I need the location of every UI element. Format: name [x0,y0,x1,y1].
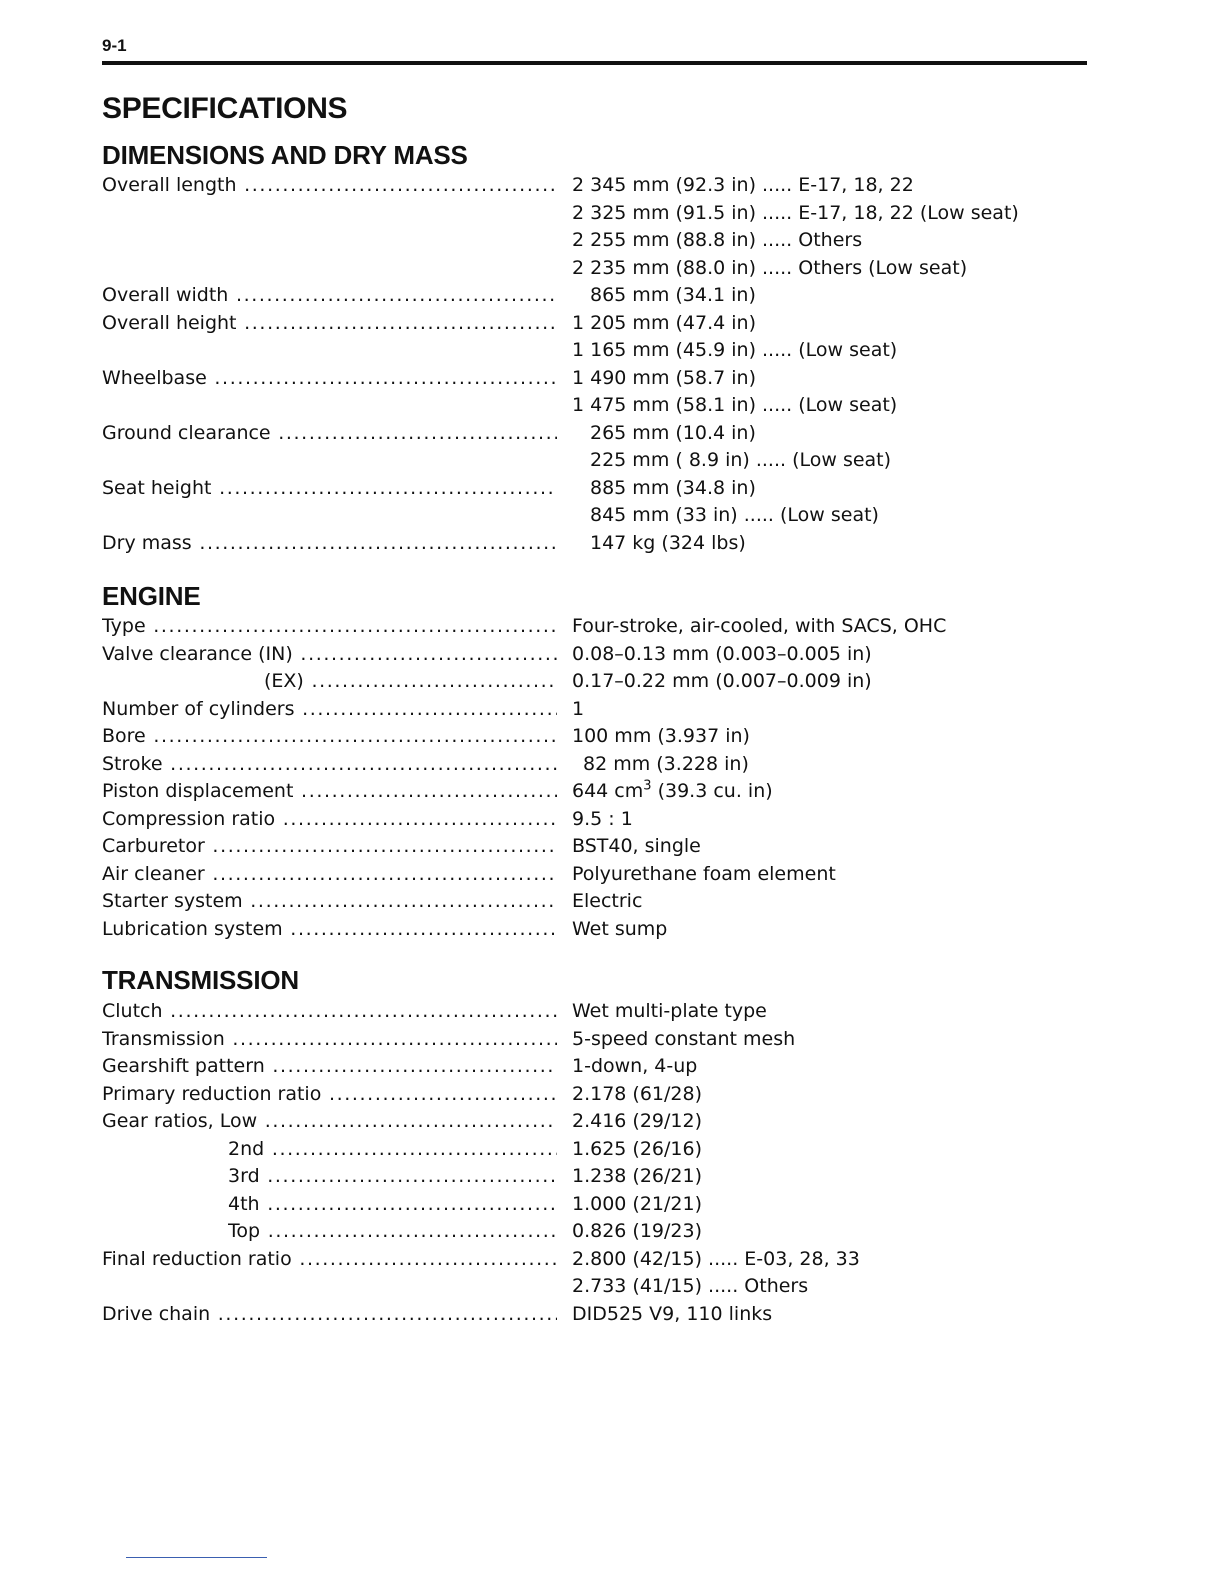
spec-row [0,1191,1224,1219]
spec-value: 2.800 (42/15) ..... E-03, 28, 33 [572,1247,860,1270]
spec-value: DID525 V9, 110 links [572,1302,773,1325]
spec-row [0,255,1224,283]
spec-row [0,447,1224,475]
spec-row [0,1218,1224,1246]
spec-value: 82 mm (3.228 in) [583,752,749,775]
spec-label: Primary reduction ratio ..... [102,1081,557,1109]
header-rule [102,61,1087,65]
spec-value: 265 mm (10.4 in) [590,421,756,444]
spec-row [0,696,1224,724]
spec-value: 0.17–0.22 mm (0.007–0.009 in) [572,670,872,692]
spec-value: 147 kg (324 lbs) [590,531,746,554]
spec-value: 1.238 (26/21) [572,1165,703,1187]
spec-row [0,1273,1224,1301]
spec-row [0,530,1224,558]
spec-label: Air cleaner ..... [102,861,557,889]
section-heading-dimensions: DIMENSIONS AND DRY MASS [102,140,468,170]
spec-label: Starter system ..... [102,888,557,916]
spec-value: 5-speed constant mesh [572,1027,796,1050]
spec-label: Valve clearance (IN) ..... [102,641,557,669]
spec-value: Wet sump [572,917,668,940]
spec-value: 845 mm (33 in) ..... (Low seat) [590,504,879,526]
spec-row [0,668,1224,696]
spec-row [0,1081,1224,1109]
spec-row [0,806,1224,834]
spec-label: (EX) ..... [264,668,557,696]
spec-value: 1 165 mm (45.9 in) ..... (Low seat) [572,339,898,361]
spec-row [0,613,1224,641]
spec-row [0,200,1224,228]
spec-label: Compression ratio ..... [102,806,557,834]
spec-label: Ground clearance ..... [102,420,557,448]
spec-label: 2nd ..... [228,1136,557,1164]
spec-row [0,502,1224,530]
spec-label: Clutch ..... [102,998,557,1026]
spec-row [0,1163,1224,1191]
spec-row [0,723,1224,751]
spec-label: Number of cylinders ..... [102,696,557,724]
spec-value: Wet multi-plate type [572,1000,767,1022]
spec-value: Polyurethane foam element [572,862,836,885]
spec-row [0,1246,1224,1274]
spec-value: 1 490 mm (58.7 in) [572,366,756,389]
engine-spec-list [0,613,1224,943]
spec-value-tail: (39.3 cu. in) [651,780,773,802]
spec-label: Lubrication system ..... [102,916,557,944]
spec-value: 2 345 mm (92.3 in) ..... E-17, 18, 22 [572,174,914,196]
spec-row [0,1108,1224,1136]
spec-label: Type ..... [102,613,557,641]
spec-label: Gear ratios, Low ..... [102,1108,557,1136]
spec-row [0,1301,1224,1329]
spec-row [0,282,1224,310]
spec-row [0,778,1224,806]
spec-row [0,888,1224,916]
spec-value: 0.08–0.13 mm (0.003–0.005 in) [572,642,872,665]
spec-label: Carburetor ..... [102,833,557,861]
spec-value-main: 644 cm [572,780,644,802]
spec-label: Drive chain ..... [102,1301,557,1329]
spec-value: 1.000 (21/21) [572,1192,703,1215]
spec-value: 1-down, 4-up [572,1055,698,1077]
spec-value: 225 mm ( 8.9 in) ..... (Low seat) [590,449,892,471]
spec-label: Gearshift pattern ..... [102,1053,557,1081]
spec-row [0,365,1224,393]
spec-row [0,1026,1224,1054]
spec-value: 1 [572,697,585,720]
spec-value: 1 475 mm (58.1 in) ..... (Low seat) [572,394,898,416]
page-title: SPECIFICATIONS [102,92,348,125]
spec-label: Final reduction ratio ..... [102,1246,557,1274]
spec-value: 2 235 mm (88.0 in) ..... Others (Low seat) [572,256,968,279]
spec-label: Stroke ..... [102,751,557,779]
spec-value: 1 205 mm (47.4 in) [572,311,756,334]
spec-label: Transmission ..... [102,1026,557,1054]
spec-value: 885 mm (34.8 in) [590,476,756,499]
page-number: 9-1 [102,36,127,55]
spec-row [0,475,1224,503]
spec-row [0,1053,1224,1081]
spec-label: Dry mass ..... [102,530,557,558]
spec-row [0,420,1224,448]
spec-label: Seat height ..... [102,475,557,503]
spec-label: 4th ..... [228,1191,557,1219]
spec-value: Electric [572,890,643,912]
spec-value: 2 325 mm (91.5 in) ..... E-17, 18, 22 (Low seat) [572,201,1019,224]
spec-value: BST40, single [572,835,701,857]
spec-row [0,916,1224,944]
spec-value: 2.733 (41/15) ..... Others [572,1275,809,1297]
spec-row [0,1136,1224,1164]
spec-value: 0.826 (19/23) [572,1220,703,1242]
spec-label: 3rd ..... [228,1163,557,1191]
spec-row [0,861,1224,889]
spec-value: 2.178 (61/28) [572,1082,703,1105]
spec-label: Piston displacement ..... [102,778,557,806]
dimensions-spec-list [0,172,1224,557]
transmission-spec-list [0,998,1224,1328]
spec-row [0,833,1224,861]
spec-label: Overall width ..... [102,282,557,310]
spec-row [0,227,1224,255]
spec-row [0,392,1224,420]
spec-label: Top ..... [228,1218,557,1246]
spec-row [0,172,1224,200]
section-heading-transmission: TRANSMISSION [102,965,299,995]
spec-row [0,998,1224,1026]
spec-value: 2.416 (29/12) [572,1110,703,1132]
spec-row [0,310,1224,338]
spec-label: Overall height ..... [102,310,557,338]
spec-value [572,778,773,806]
footer-rule [126,1557,267,1558]
spec-value: Four-stroke, air-cooled, with SACS, OHC [572,615,947,637]
spec-value: 1.625 (26/16) [572,1137,703,1160]
spec-value: 865 mm (34.1 in) [590,284,756,306]
spec-value: 2 255 mm (88.8 in) ..... Others [572,229,863,251]
spec-value: 100 mm (3.937 in) [572,725,750,747]
spec-label: Wheelbase ..... [102,365,557,393]
spec-label: Overall length ..... [102,172,557,200]
spec-label: Bore ..... [102,723,557,751]
spec-row [0,751,1224,779]
spec-row [0,337,1224,365]
spec-value: 9.5 : 1 [572,807,633,830]
spec-row [0,641,1224,669]
spec-value-superscript: 3 [643,778,652,794]
section-heading-engine: ENGINE [102,581,201,611]
